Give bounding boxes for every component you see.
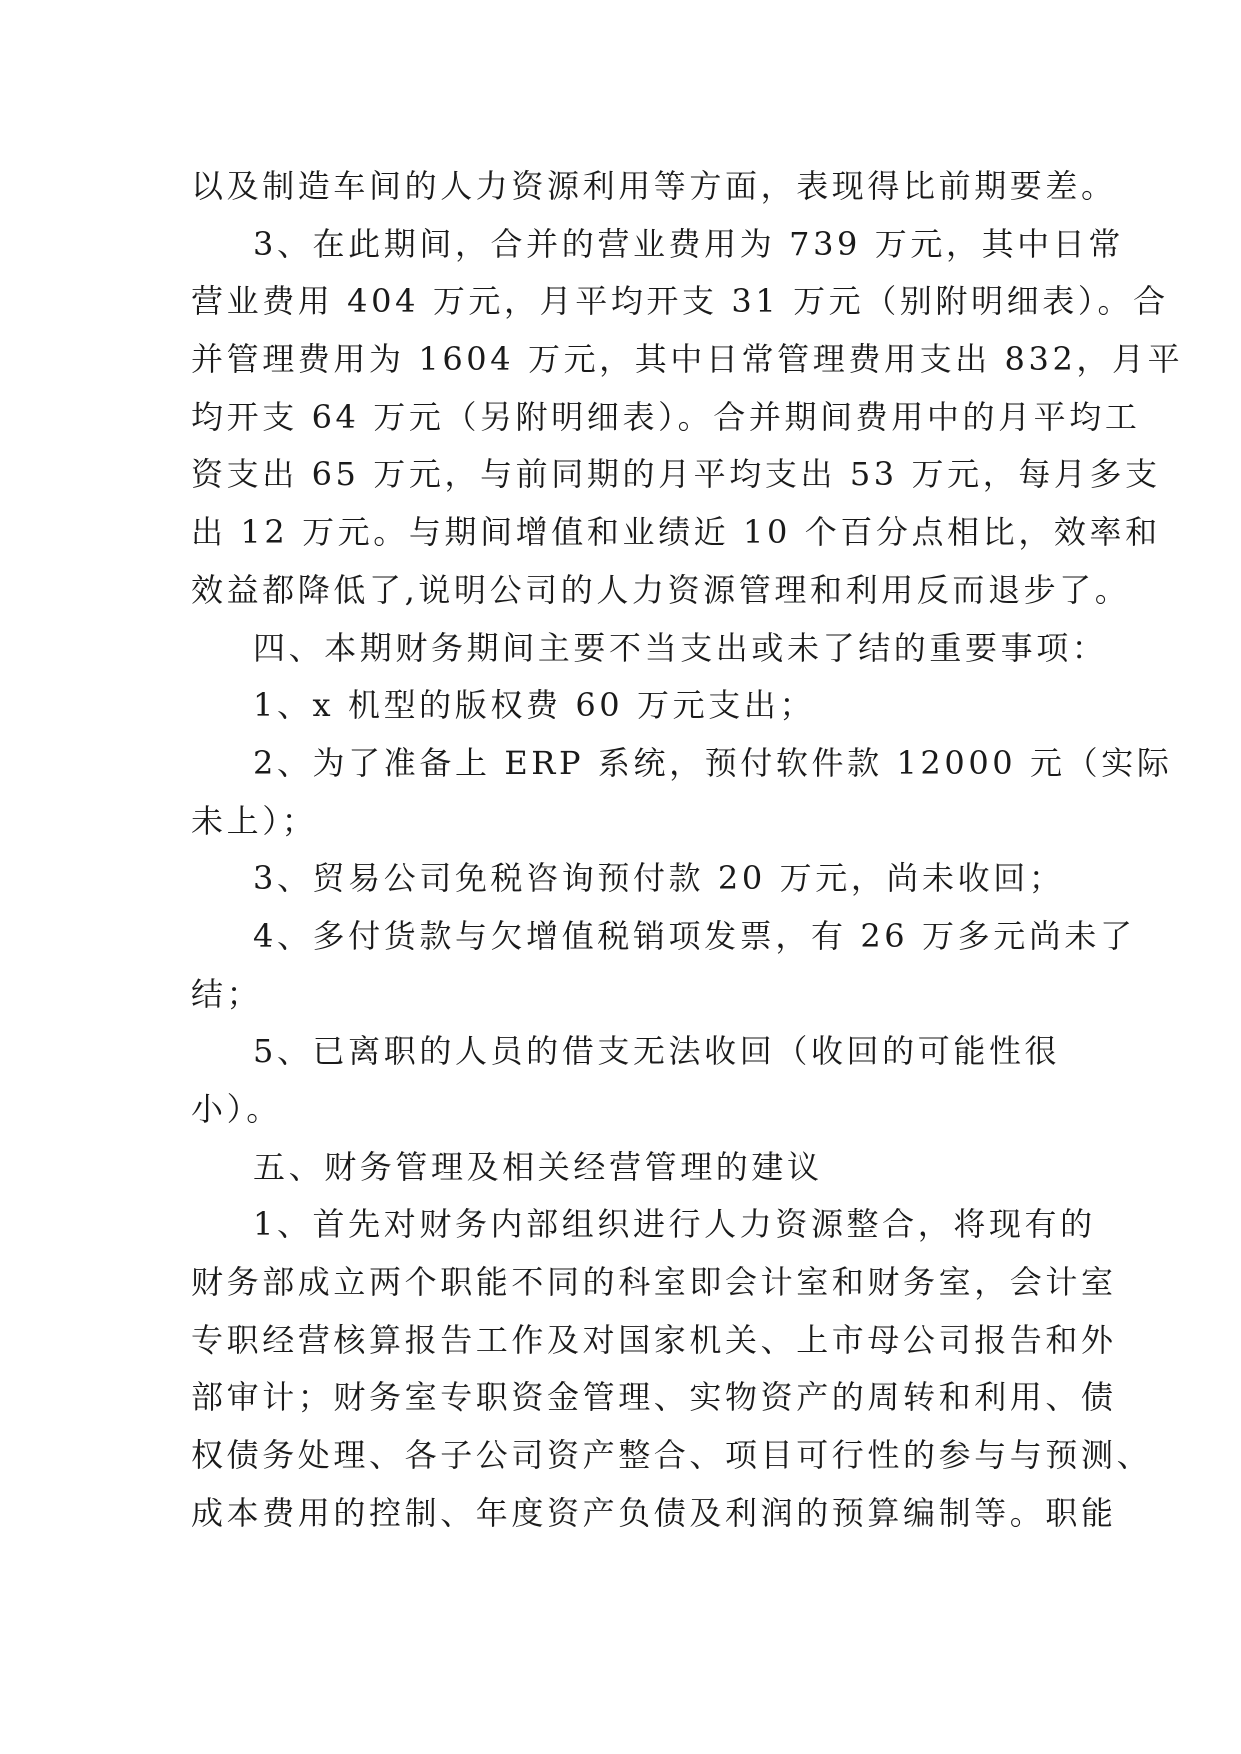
text-line: 权债务处理、各子公司资产整合、项目可行性的参与与预测、 [191,1436,1153,1475]
text-line: 成本费用的控制、年度资产负债及利润的预算编制等。职能 [191,1493,1117,1532]
list-item: 5、已离职的人员的借支无法收回（收回的可能性很 [253,1032,1061,1071]
text-line: 以及制造车间的人力资源利用等方面，表现得比前期要差。 [191,167,1117,205]
list-item: 2、为了准备上 ERP 系统，预付软件款 12000 元（实际 [253,743,1173,782]
document-body [191,158,1184,1543]
text-line: 未上）； [191,801,318,840]
text-line: 营业费用 404 万元，月平均开支 31 万元（别附明细表）。合 [191,282,1169,321]
list-item: 1、x 机型的版权费 60 万元支出； [253,686,816,725]
text-line: 财务部成立两个职能不同的科室即会计室和财务室，会计室 [191,1263,1117,1302]
text-line: 均开支 64 万元（另附明细表）。合并期间费用中的月平均工 [191,397,1141,436]
text-line: 并管理费用为 1604 万元，其中日常管理费用支出 832，月平 [191,340,1184,379]
text-line: 部审计；财务室专职资金管理、实物资产的周转和利用、债 [191,1378,1117,1417]
text-line: 结； [191,974,263,1013]
text-line: 出 12 万元。与期间增值和业绩近 10 个百分点相比，效率和 [191,513,1161,552]
text-line: 效益都降低了,说明公司的人力资源管理和利用反而退步了。 [191,570,1131,609]
text-line: 专职经营核算报告工作及对国家机关、上市母公司报告和外 [191,1320,1117,1359]
text-line: 小）。 [191,1090,282,1128]
list-item: 4、多付货款与欠增值税销项发票，有 26 万多元尚未了 [253,916,1136,955]
text-line: 资支出 65 万元，与前同期的月平均支出 53 万元，每月多支 [191,455,1161,494]
list-item: 1、首先对财务内部组织进行人力资源整合，将现有的 [253,1205,1096,1244]
section-heading: 五、财务管理及相关经营管理的建议 [253,1147,823,1186]
section-heading: 四、本期财务期间主要不当支出或未了结的重要事项： [253,628,1108,667]
text-line: 3、在此期间，合并的营业费用为 739 万元，其中日常 [253,224,1124,263]
list-item: 3、贸易公司免税咨询预付款 20 万元，尚未收回； [253,859,1065,898]
